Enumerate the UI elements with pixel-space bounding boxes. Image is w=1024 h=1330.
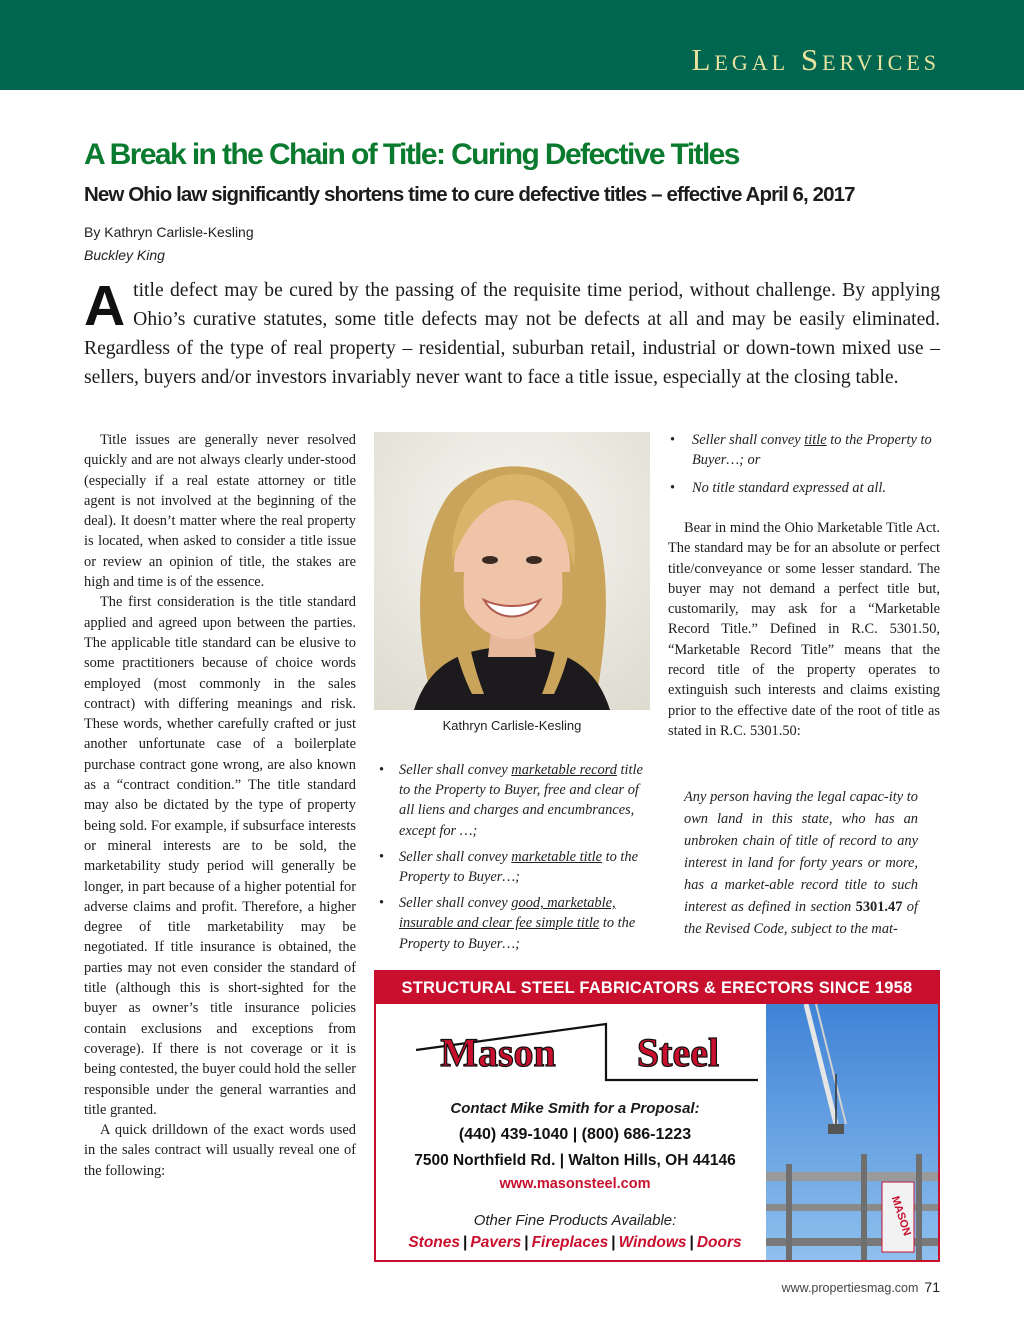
ad-product-list: Stones | Pavers | Fireplaces | Windows | Doors xyxy=(408,1234,742,1251)
ad-phone-numbers: (440) 439-1040 | (800) 686-1223 xyxy=(458,1126,692,1143)
bullet-icon: • xyxy=(379,895,385,912)
product-windows: Windows xyxy=(618,1234,687,1251)
statute-quote: Any person having the legal capac-ity to own land in this state, who has an unbroken chain of title of record to any interest in land for forty years or more, has a market-able record title to such interest as defined in section 5301.47 of the Revised Code, subject to the mat- xyxy=(684,789,918,937)
list-item: • Seller shall convey marketable record title to the Property to Buyer, free and clear of all liens and charges and encumbrances, except for …; xyxy=(379,762,643,839)
product-stones: Stones xyxy=(408,1234,461,1251)
photo-caption: Kathryn Carlisle-Kesling xyxy=(442,718,582,733)
author-photo xyxy=(374,432,650,710)
bullet-icon: • xyxy=(670,432,676,448)
ad-other-products-label: Other Fine Products Available: xyxy=(473,1212,677,1229)
left-column xyxy=(84,430,356,1181)
body-paragraph: Title issues are generally never resolved quickly and are not always clearly under-stood (especially if a real estate attorney or title agent is not involved at the beginning of the deal). It doesn’t matter where the real property is located, when asked to consider a title issue or review an opinion of title, the stakes are high and time is of the essence. xyxy=(84,432,356,591)
statute-number: 5301.47 xyxy=(855,899,903,915)
bullet-icon: • xyxy=(379,762,385,778)
body-paragraph: The first consideration is the title standard applied and agreed upon between the parties. The applicable title standard can be elusive to some practitioners because of choice words employed (most commonly in the sales contract) with differing meanings and risk. These words, whether carefully crafted or just another unfortunate case of a boilerplate purchase contract gone wrong, are also known as a “contract condition.” The title standard may also be dictated by the type of property being sold. For example, if subsurface interests or mineral interests are to be sold, the marketability study period will generally be longer, in part because of a higher potential for adverse claims and profit. Therefore, a higher degree of title marketability may be negotiated. If title insurance is obtained, the parties may not even consider the standard of title (although this is short-sighted for the buyer as owner’s title insurance policies contain exclusions and exceptions from coverage). If there is not coverage or it is being contested, the buyer could hold the seller responsible under the general warranties and title granted. xyxy=(84,594,356,1118)
article-title: A Break in the Chain of Title: Curing Defective Titles xyxy=(84,138,739,171)
page-number: 71 xyxy=(924,1279,940,1295)
product-doors: Doors xyxy=(696,1234,742,1251)
footer-site: www.propertiesmag.com xyxy=(781,1281,919,1295)
bullet-icon: • xyxy=(379,848,385,865)
construction-crane-photo xyxy=(766,1004,938,1260)
ad-website-link[interactable]: www.masonsteel.com xyxy=(499,1176,651,1192)
bullet-icon: • xyxy=(670,480,676,497)
product-fireplaces: Fireplaces xyxy=(531,1234,609,1251)
sign-text: MASON xyxy=(888,1194,913,1238)
ad-address: 7500 Northfield Rd. | Walton Hills, OH 44146 xyxy=(414,1152,736,1169)
byline: By Kathryn Carlisle-Kesling xyxy=(84,224,254,240)
list-item: • Seller shall convey title to the Property to Buyer…; or xyxy=(670,432,932,469)
mason-steel-logo xyxy=(386,1022,766,1082)
author-portrait-illustration xyxy=(374,432,650,710)
ad-headline: STRUCTURAL STEEL FABRICATORS & ERECTORS SINCE 1958 xyxy=(376,972,938,1004)
section-header-band xyxy=(0,0,1024,90)
drop-cap: A xyxy=(84,274,126,338)
ad-contact-line: Contact Mike Smith for a Proposal: xyxy=(450,1100,700,1117)
mason-steel-advertisement[interactable] xyxy=(374,970,940,1262)
lead-paragraph xyxy=(84,276,940,392)
contract-clause-list xyxy=(377,760,649,960)
list-item: • Seller shall convey good, marketable, insurable and clear fee simple title to the Property to Buyer…; xyxy=(379,895,636,952)
body-paragraph: A quick drilldown of the exact words used in the sales contract will usually reveal one of the following: xyxy=(84,1122,356,1179)
page-footer xyxy=(782,1279,940,1295)
article-subtitle: New Ohio law significantly shortens time to cure defective titles – effective April 6, 2017 xyxy=(84,183,855,206)
author-affiliation: Buckley King xyxy=(84,247,165,263)
section-label: Legal Services xyxy=(691,42,940,77)
list-item: • No title standard expressed at all. xyxy=(668,478,940,498)
product-pavers: Pavers xyxy=(470,1234,522,1251)
logo-word-mason: Mason xyxy=(440,1030,556,1075)
list-item: • Seller shall convey marketable title to the Property to Buyer…; xyxy=(379,848,638,886)
logo-word-steel: Steel xyxy=(636,1030,720,1075)
body-paragraph: Bear in mind the Ohio Marketable Title Act. The standard may be for an absolute or perfect title/conveyance or some lesser standard. The buyer may not demand a perfect title but, customarily, may ask for a “Marketable Record Title.” Defined in R.C. 5301.50, “Marketable Record Title” means that the record title of the property operates to extinguish such interests and claims existing prior to the effective date of the root of title as stated in R.C. 5301.50: xyxy=(668,520,940,739)
lead-text: title defect may be cured by the passing of the requisite time period, without challenge. By applying Ohio’s curative statutes, some title defects may not be defects at all and may be easily eliminated. Regardless of the type of real property – residential, suburban retail, industrial or down-town mixed use – sellers, buyers and/or investors invariably never want to face a title issue, especially at the closing table. xyxy=(84,280,940,388)
contract-clause-list-continued xyxy=(668,430,940,507)
